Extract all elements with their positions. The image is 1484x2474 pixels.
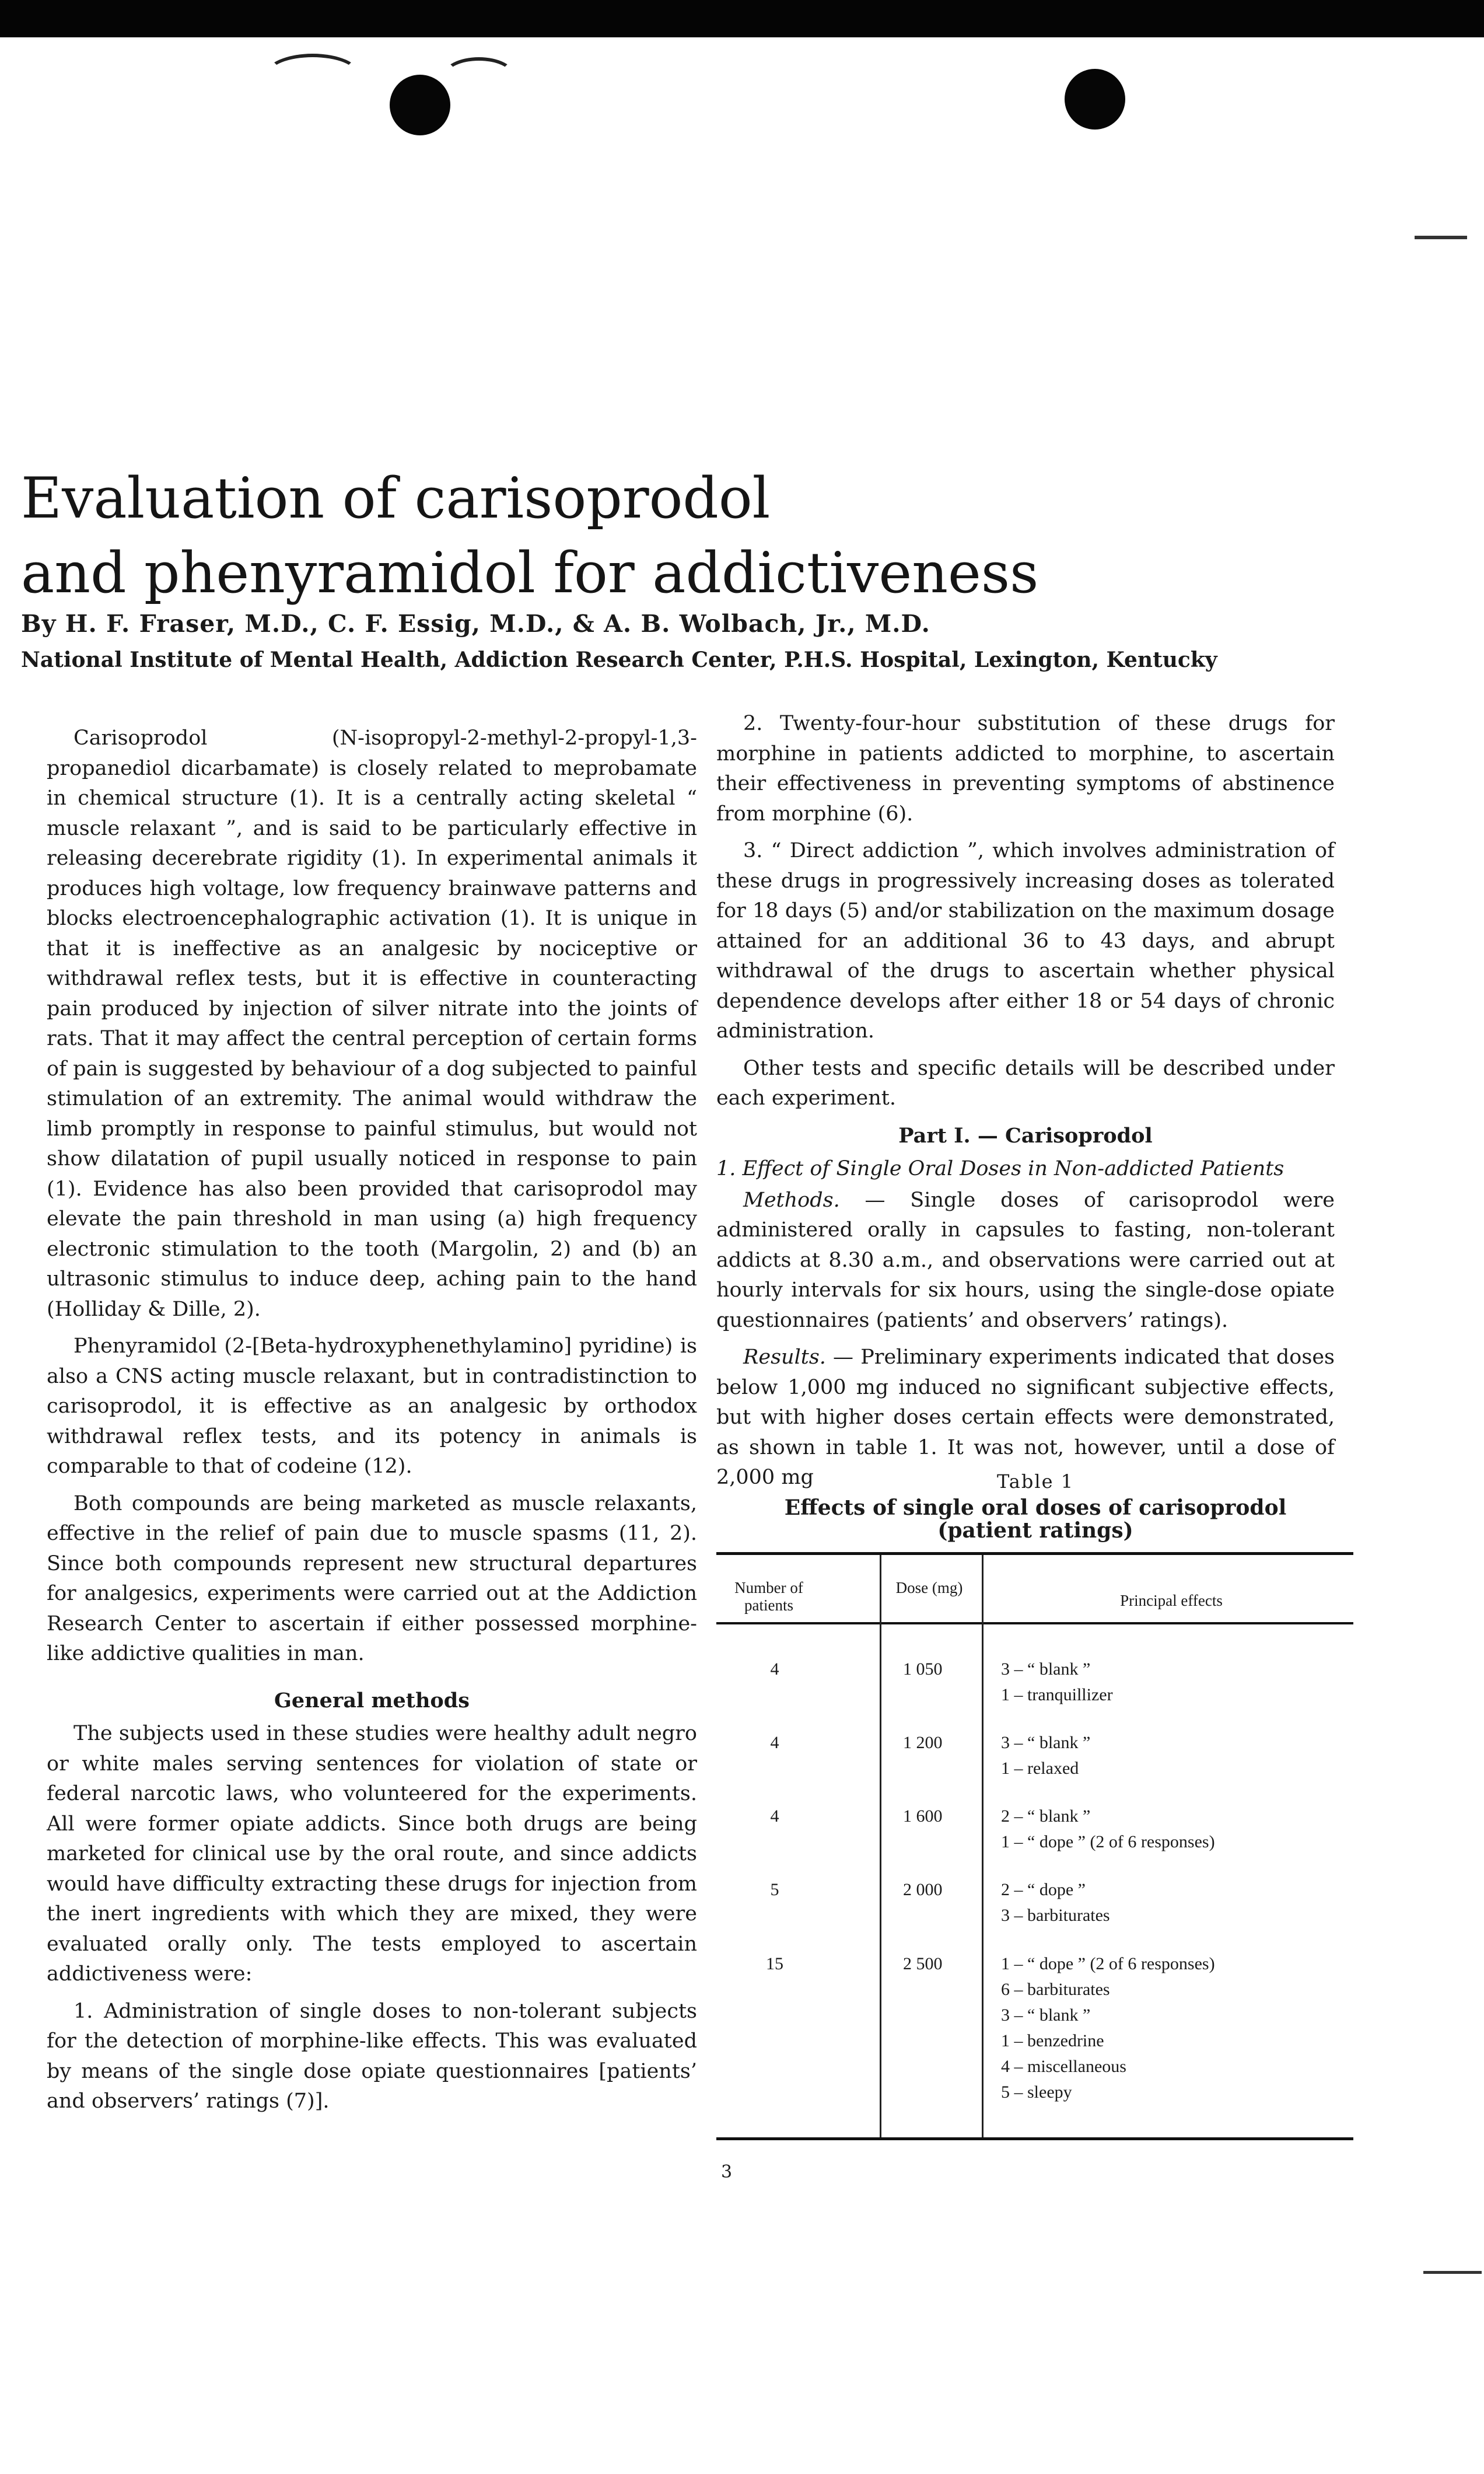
paragraph: 1. Administration of single doses to non-tolerant subjects for the detection of morphine-like effects. This was evaluated by means of the single dose opiate questionnaires [patients’ and observers’ ratings (7)]. [47, 1999, 697, 2113]
run-in-label: Methods. [743, 1188, 840, 1212]
table-caption [715, 1470, 1356, 1542]
affiliation-line: National Institute of Mental Health, Addiction Research Center, P.H.S. Hospital, Lexington, Kentucky [21, 648, 1217, 672]
paragraph: 2. Twenty-four-hour substitution of these drugs for morphine in patients addicted to morphine, to ascertain their effectiveness in preventing symptoms of abstinence from morphine (6). [716, 712, 1335, 826]
table-bottom-rule [716, 2137, 1353, 2140]
cell-patients: 15 [766, 1954, 783, 1973]
cell-effect: 1 – “ dope ” (2 of 6 responses) [1001, 1954, 1215, 1973]
header-patients: Number of patients [734, 1579, 803, 1614]
paragraph: The subjects used in these studies were healthy adult negro or white males serving sentences for violation of state or federal narcotic laws, who volunteered for the experiments. All were former opiate addicts. Since both drugs are being marketed for clinical use by the oral route, and since addicts would have difficulty extracting these drugs for injection from the inert ingredients with which they are mixed, they were evaluated orally only. The tests employed to ascertain addictiveness were: [47, 1722, 697, 1986]
cell-dose: 1 200 [903, 1733, 943, 1752]
article-title [21, 461, 1363, 610]
scan-top-border [0, 0, 1484, 37]
scan-mark [443, 57, 514, 93]
paragraph-text: — Preliminary experiments indicated that doses below 1,000 mg induced no significant subjective effects, but with higher doses certain effects were demonstrated, as shown in table 1. It was not, however, until a dose of 2,000 mg [716, 1346, 1335, 1489]
page-number: 3 [721, 2162, 733, 2182]
cell-effect: 2 – “ blank ” [1001, 1806, 1091, 1826]
punch-hole-right [1065, 69, 1125, 130]
scan-mark [265, 54, 360, 96]
section-heading: General methods [274, 1688, 470, 1713]
subsection-heading: 1. Effect of Single Oral Doses in Non-addicted Patients [716, 1157, 1284, 1180]
punch-hole-left [390, 75, 450, 135]
cell-patients: 4 [770, 1733, 779, 1752]
cell-effect: 1 – benzedrine [1001, 2031, 1104, 2050]
title-line-1: Evaluation of carisoprodol [21, 466, 771, 531]
cell-patients: 5 [770, 1880, 779, 1899]
cell-effect: 4 – miscellaneous [1001, 2057, 1126, 2076]
paragraph: Phenyramidol (2-[Beta-hydroxyphenethylamino] pyridine) is also a CNS acting muscle relaxant, but in contradistinction to carisoprodol, it is effective as an analgesic by orthodox withdrawal reflex tests, and its potency in animals is comparable to that of codeine (12). [47, 1334, 697, 1478]
paragraph [716, 1186, 1335, 1336]
paragraph: 3. “ Direct addiction ”, which involves administration of these drugs in progressively increasing doses as tolerated for 18 days (5) and/or stabilization on the maximum dosage attained for an additional 36 to 43 days, and abrupt withdrawal of the drugs to ascertain whether physical dependence develops after either 18 or 54 days of chronic administration. [716, 839, 1335, 1043]
cell-effect: 3 – “ blank ” [1001, 2005, 1091, 2025]
cell-dose: 1 600 [903, 1806, 943, 1826]
scan-mark [1415, 236, 1467, 239]
header-effects: Principal effects [1120, 1592, 1223, 1609]
cell-effect: 1 – relaxed [1001, 1759, 1079, 1778]
cell-effect: 3 – “ blank ” [1001, 1659, 1091, 1679]
data-table [716, 1552, 1353, 2141]
cell-patients: 4 [770, 1659, 779, 1679]
paragraph: Other tests and specific details will be described under each experiment. [716, 1056, 1335, 1110]
cell-effect: 1 – tranquillizer [1001, 1685, 1113, 1704]
column-divider [880, 1555, 881, 2137]
paragraph: Both compounds are being marketed as muscle relaxants, effective in the relief of pain due to muscle spasms (11, 2). Since both compounds represent new structural departures for analgesics, experiments were carried out at the Addiction Research Center to ascertain if either possessed morphine-like addictive qualities in man. [47, 1491, 697, 1665]
right-column [716, 709, 1335, 1500]
cell-effect: 2 – “ dope ” [1001, 1880, 1086, 1899]
cell-effect: 5 – sleepy [1001, 2082, 1072, 2102]
cell-dose: 1 050 [903, 1659, 943, 1679]
left-column [47, 724, 697, 2124]
cell-dose: 2 000 [903, 1880, 943, 1899]
cell-patients: 4 [770, 1806, 779, 1826]
column-divider [982, 1555, 984, 2137]
author-line: By H. F. Fraser, M.D., C. F. Essig, M.D., & A. B. Wolbach, Jr., M.D. [21, 610, 930, 638]
section-heading: Part I. — Carisoprodol [898, 1123, 1153, 1148]
cell-dose: 2 500 [903, 1954, 943, 1973]
paragraph: Carisoprodol (N-isopropyl-2-methyl-2-propyl-1,3-propanediol dicarbamate) is closely related to meprobamate in chemical structure (1). It is a centrally acting skeletal “ muscle relaxant ”, and is said to be particularly effective in releasing decerebrate rigidity (1). In experimental animals it produces high voltage, low frequency brainwave patterns and blocks electroencephalographic activation (1). It is unique in that it is ineffective as an analgesic by nociceptive or withdrawal reflex tests, but it is effective in counteracting pain produced by injection of silver nitrate into the joints of rats. That it may affect the central perception of certain forms of pain is suggested by behaviour of a dog subjected to painful stimulation of an extremity. The animal would withdraw the limb promptly in response to painful stimulus, but would not show dilatation of pupil usually noticed in response to pain (1). Evidence has also been provided that carisoprodol may elevate the pain threshold in man using (a) high frequency electronic stimulation to the tooth (Margolin, 2) and (b) an ultrasonic stimulus to induce deep, aching pain to the hand (Holliday & Dille, 2). [47, 726, 697, 1321]
scan-mark [1423, 2271, 1482, 2274]
paragraph-text: — Single doses of carisoprodol were administered orally in capsules to fasting, non-tolerant addicts at 8.30 a.m., and observations were carried out at hourly intervals for six hours, using the single-dose opiate questionnaires (patients’ and observers’ ratings). [716, 1188, 1335, 1332]
cell-effect: 3 – “ blank ” [1001, 1733, 1091, 1752]
cell-effect: 3 – barbiturates [1001, 1906, 1110, 1925]
title-line-2: and phenyramidol for addictiveness [21, 540, 1039, 606]
table-top-rule [716, 1552, 1353, 1555]
table-label: Table 1 [996, 1470, 1074, 1493]
table-subtitle: (patient ratings) [937, 1518, 1133, 1543]
cell-effect: 1 – “ dope ” (2 of 6 responses) [1001, 1832, 1215, 1851]
table-header-rule [716, 1622, 1353, 1624]
cell-effect: 6 – barbiturates [1001, 1980, 1110, 1999]
table-title: Effects of single oral doses of carisoprodol [784, 1495, 1287, 1520]
run-in-label: Results. [743, 1346, 826, 1369]
header-dose: Dose (mg) [895, 1579, 963, 1596]
